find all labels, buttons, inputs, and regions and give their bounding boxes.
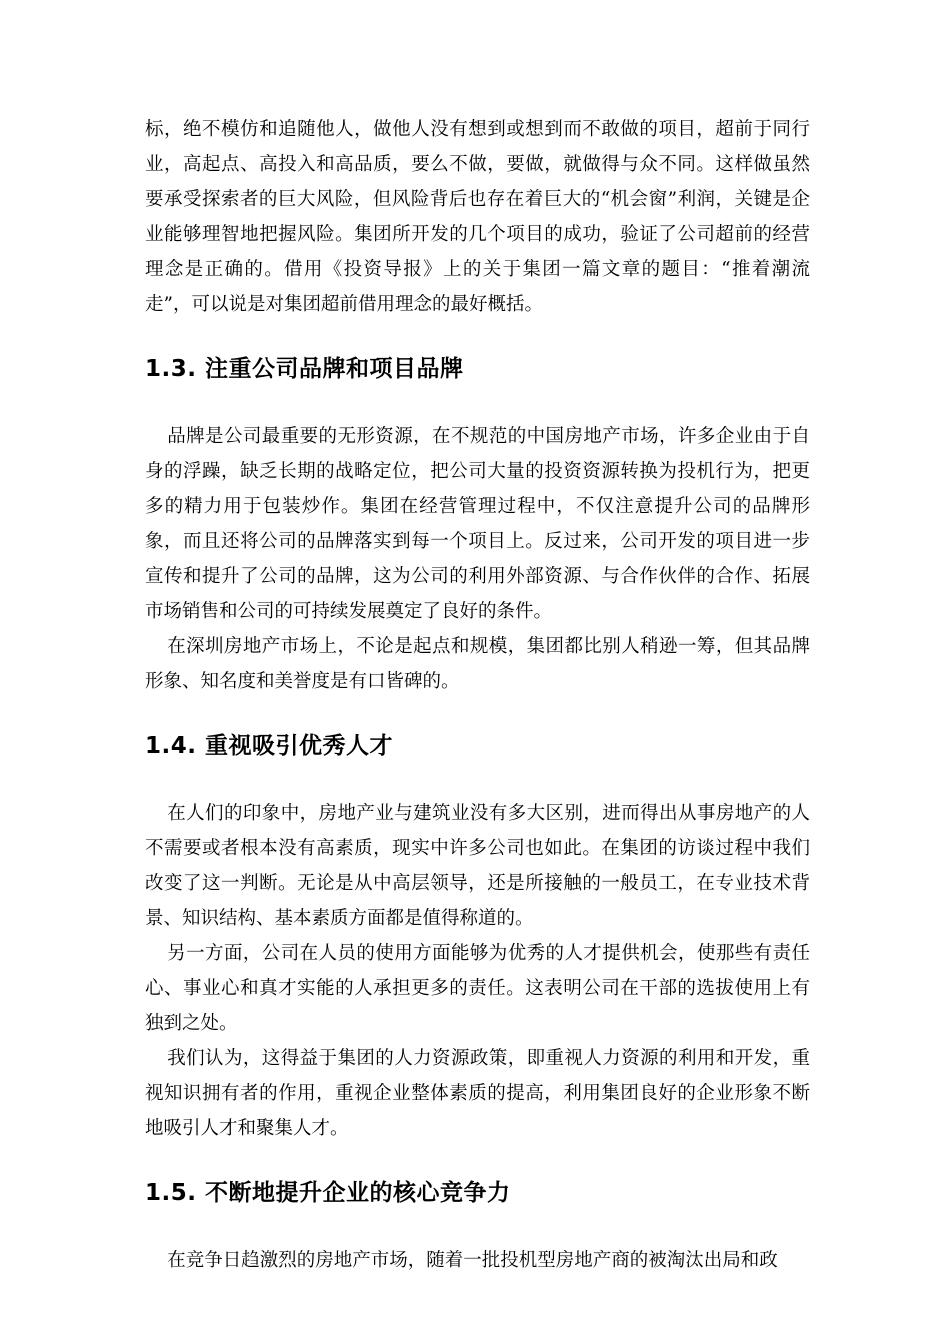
- section-heading-1-4: 1.4. 重视吸引优秀人才: [145, 733, 393, 759]
- section-1-5-paragraph-1: 在竞争日趋激烈的房地产市场，随着一批投机型房地产商的被淘汰出局和政: [167, 1250, 778, 1271]
- intro-paragraph: 标，绝不模仿和追随他人，做他人没有想到或想到而不敢做的项目，超前于同行业，高起点、高投入和高品质，要么不做，要做，就做得与众不同。这样做虽然要承受探索者的巨大风险，但风险背后也存在着巨大的“机会窗”利润，关键是企业能够理智地把握风险。集团所开发的几个项目的成功，验证了公司超前的经营理念是正确的。借用《投资导报》上的关于集团一篇文章的题目：“推着潮流走”，可以说是对集团超前借用理念的最好概括。: [145, 119, 810, 315]
- section-1-3-paragraph-1: 品牌是公司最重要的无形资源，在不规范的中国房地产市场，许多企业由于自身的浮躁，缺乏长期的战略定位，把公司大量的投资资源转换为投机行为，把更多的精力用于包装炒作。集团在经营管理过程中，不仅注意提升公司的品牌形象，而且还将公司的品牌落实到每一个项目上。反过来，公司开发的项目进一步宣传和提升了公司的品牌，这为公司的利用外部资源、与合作伙伴的合作、拓展市场销售和公司的可持续发展奠定了良好的条件。: [145, 426, 810, 622]
- section-1-4-paragraph-2: 另一方面，公司在人员的使用方面能够为优秀的人才提供机会，使那些有责任心、事业心和真才实能的人承担更多的责任。这表明公司在干部的选拔使用上有独到之处。: [145, 943, 810, 1034]
- section-1-4-paragraph-3: 我们认为，这得益于集团的人力资源政策，即重视人力资源的利用和开发，重视知识拥有者的作用，重视企业整体素质的提高，利用集团良好的企业形象不断地吸引人才和聚集人才。: [145, 1048, 810, 1139]
- section-heading-1-5: 1.5. 不断地提升企业的核心竞争力: [145, 1180, 511, 1206]
- section-1-4-paragraph-1: 在人们的印象中，房地产业与建筑业没有多大区别，进而得出从事房地产的人不需要或者根本没有高素质，现实中许多公司也如此。在集团的访谈过程中我们改变了这一判断。无论是从中高层领导，还是所接触的一般员工，在专业技术背景、知识结构、基本素质方面都是值得称道的。: [145, 803, 810, 929]
- section-1-3-paragraph-2: 在深圳房地产市场上，不论是起点和规模，集团都比别人稍逊一筹，但其品牌形象、知名度和美誉度是有口皆碑的。: [145, 636, 810, 692]
- document-body: [145, 112, 810, 1278]
- section-heading-1-3: 1.3. 注重公司品牌和项目品牌: [145, 356, 464, 382]
